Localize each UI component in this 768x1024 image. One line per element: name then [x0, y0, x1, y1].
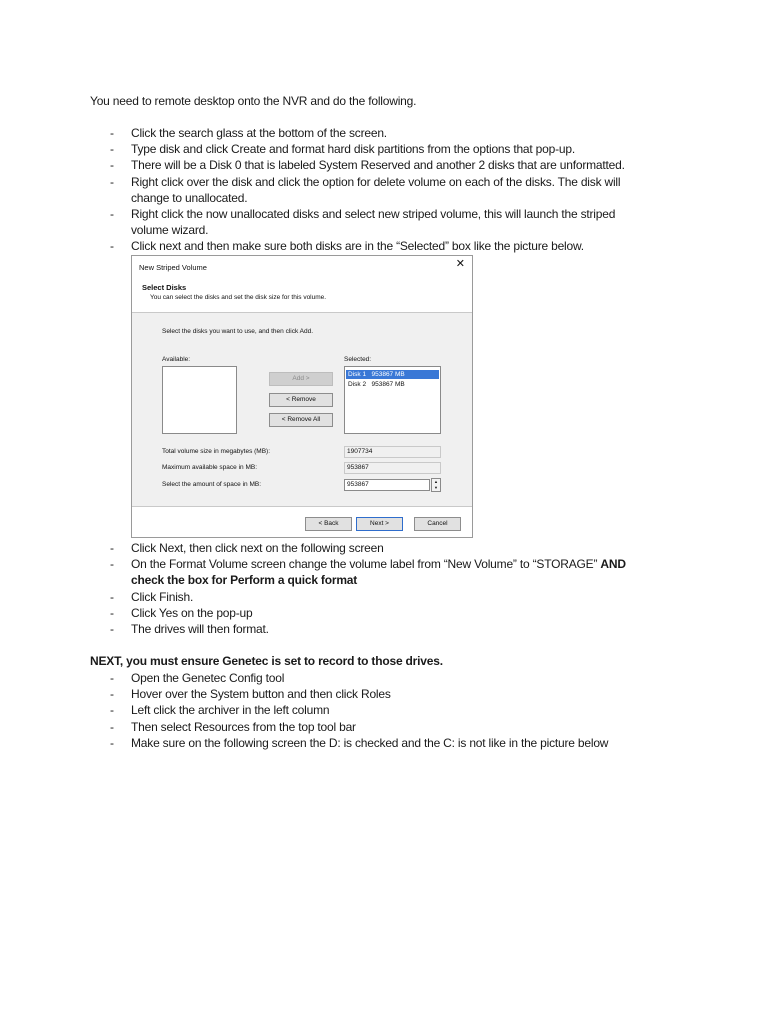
steps-list-genetec [110, 670, 650, 751]
max-space-value: 953867 [344, 462, 441, 474]
new-striped-volume-dialog [131, 255, 473, 538]
list-item: - Click Next, then click next on the following screen [110, 541, 384, 555]
selected-disks-list[interactable] [344, 366, 441, 434]
list-item[interactable]: Disk 1 953867 MB [346, 370, 439, 379]
cancel-button[interactable]: Cancel [414, 517, 461, 531]
list-item: - Left click the archiver in the left column [110, 703, 330, 718]
available-disks-list[interactable] [162, 366, 237, 434]
list-item: - Then select Resources from the top tool bar [110, 719, 356, 734]
list-item: - Click next and then make sure both disks are in the “Selected” box like the picture below. [110, 239, 584, 254]
steps-list-format [110, 540, 650, 637]
list-item[interactable]: Disk 2 953867 MB [348, 381, 405, 388]
steps-list-partition [110, 125, 650, 255]
amount-space-input[interactable]: 953867 [344, 479, 430, 491]
list-item: - Hover over the System button and then click Roles [110, 687, 391, 702]
remove-all-button[interactable]: < Remove All [269, 413, 333, 427]
total-size-value: 1907734 [344, 446, 441, 458]
dialog-header-title: Select Disks [142, 283, 187, 292]
list-item: - On the Format Volume screen change the volume label from “New Volume” to “STORAGE” AND check the box for Perform a quick format [110, 557, 626, 588]
list-item: - There will be a Disk 0 that is labeled System Reserved and another 2 disks that are unformatted. [110, 158, 625, 173]
list-item: - Right click over the disk and click the option for delete volume on each of the disks. The disk will change to unallocated. [110, 174, 621, 205]
add-button[interactable]: Add > [269, 372, 333, 386]
intro-text: You need to remote desktop onto the NVR and do the following. [90, 94, 417, 108]
selected-label: Selected: [344, 356, 372, 363]
next-button[interactable]: Next > [356, 517, 403, 531]
dialog-title: New Striped Volume [139, 263, 207, 272]
max-space-label: Maximum available space in MB: [162, 464, 258, 471]
spinner-arrows-icon[interactable]: ▲ ▼ [431, 478, 441, 492]
available-label: Available: [162, 356, 191, 363]
instruction-text: Select the disks you want to use, and then click Add. [162, 328, 314, 335]
remove-button[interactable]: < Remove [269, 393, 333, 407]
list-item: - Type disk and click Create and format hard disk partitions from the options that pop-up. [110, 142, 575, 157]
total-size-label: Total volume size in megabytes (MB): [162, 448, 271, 455]
close-icon[interactable]: ✕ [455, 258, 465, 270]
list-item: - Open the Genetec Config tool [110, 671, 285, 685]
list-item: - Right click the now unallocated disks and select new striped volume, this will launch the striped volume wizard. [110, 207, 616, 238]
amount-space-label: Select the amount of space in MB: [162, 481, 261, 488]
section-heading: NEXT, you must ensure Genetec is set to record to those drives. [90, 654, 443, 668]
list-item: - Click Finish. [110, 589, 194, 604]
list-item: - Click the search glass at the bottom of the screen. [110, 126, 387, 140]
list-item: - Click Yes on the pop-up [110, 605, 253, 620]
dialog-header-subtitle: You can select the disks and set the disk size for this volume. [150, 294, 327, 301]
list-item: - The drives will then format. [110, 622, 269, 637]
divider [132, 506, 472, 507]
back-button[interactable]: < Back [305, 517, 352, 531]
list-item: - Make sure on the following screen the D: is checked and the C: is not like in the picture below [110, 735, 609, 750]
